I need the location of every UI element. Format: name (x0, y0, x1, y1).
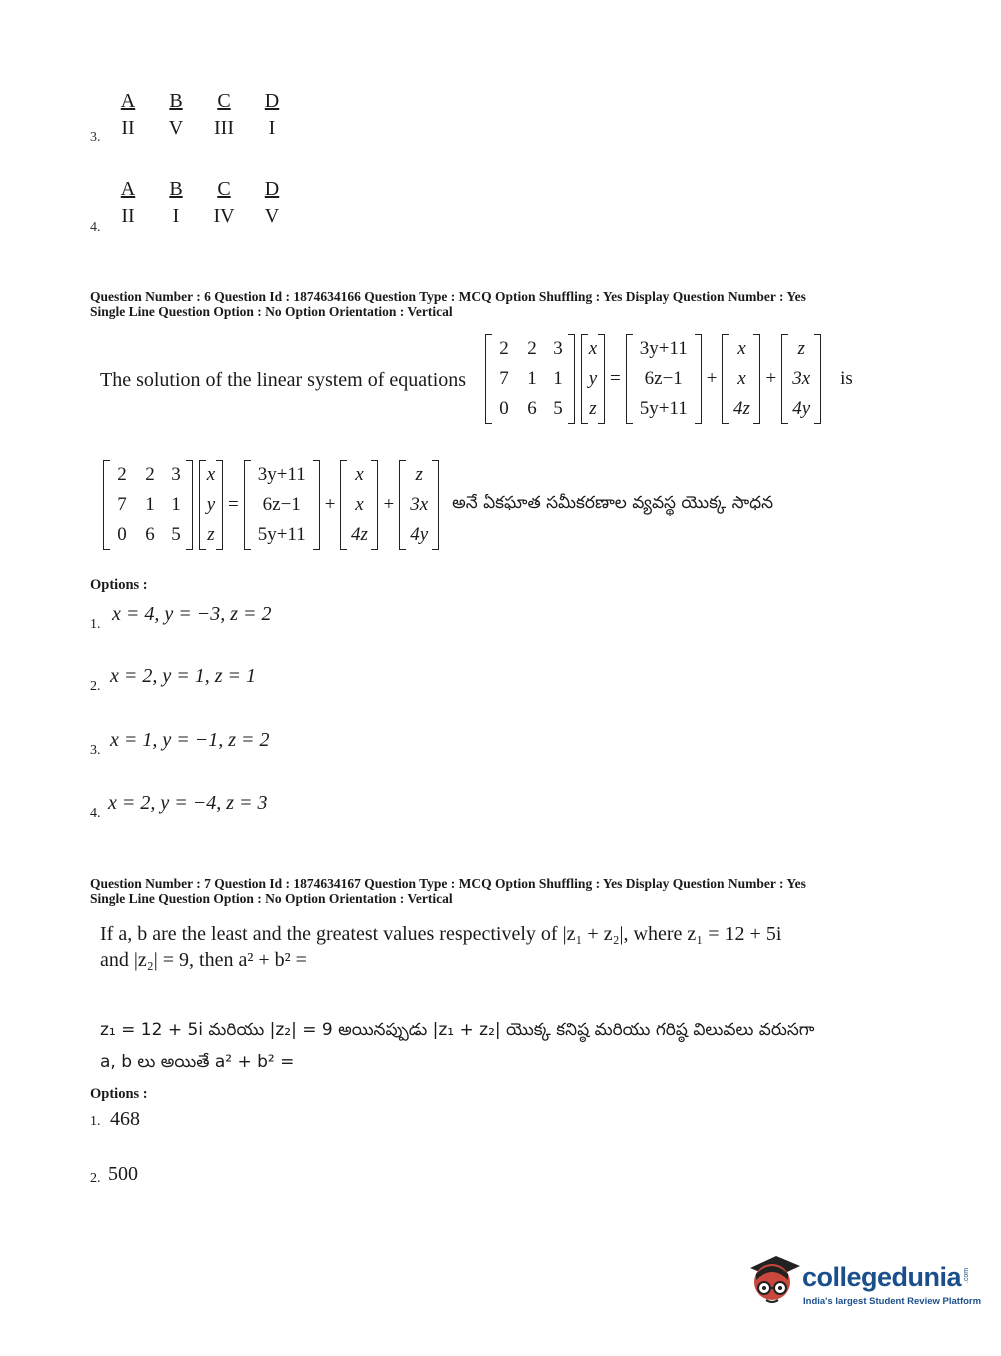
matrix-cell: 5y+11 (257, 524, 306, 545)
match-table (104, 178, 296, 228)
matrix-cell: 0 (117, 524, 127, 545)
match-value: II (121, 205, 135, 227)
q7-text-en-line2: and |z₂| = 9, then a² + b² = (100, 949, 307, 971)
matrix-cell: 4y (792, 398, 811, 419)
q7-text-te-line2: a, b లు అయితే a² + b² = (100, 1052, 295, 1072)
option-text: 468 (110, 1108, 140, 1130)
match-header: C (217, 178, 231, 200)
matrix-cell: 2 (527, 338, 537, 359)
matrix-cell: 2 (499, 338, 509, 359)
option-number: 1. (90, 1114, 101, 1129)
vector-x (578, 334, 608, 424)
matrix-cell: x (355, 464, 364, 485)
matrix-cell: 3 (171, 464, 181, 485)
match-header: C (217, 90, 231, 112)
option-text: x = 2, y = −4, z = 3 (108, 792, 268, 814)
matrix-cell: 1 (527, 368, 537, 389)
matrix-cell: 5 (553, 398, 563, 419)
option-number: 3. (90, 743, 101, 758)
matrix-a (100, 460, 196, 550)
matrix-cell: 1 (145, 494, 155, 515)
q7-text-te-line1: z₁ = 12 + 5i మరియు |z₂| = 9 అయినప్పుడు |z₁ + z₂| యొక్క కనిష్ఠ మరియు గరిష్ఠ విలువలు వరుసగా (100, 1020, 815, 1040)
option-number: 3. (90, 130, 101, 145)
rhs-vector-2 (719, 334, 763, 424)
match-value: V (168, 117, 184, 139)
matrix-cell: 0 (499, 398, 509, 419)
matrix-cell: 4z (350, 524, 368, 545)
q7-text-te (100, 1014, 814, 1078)
matrix-cell: 5 (171, 524, 181, 545)
matrix-cell: 3y+11 (257, 464, 306, 485)
matrix-a (482, 334, 578, 424)
q6-options-label: Options : (90, 577, 148, 593)
match-header: A (120, 178, 136, 200)
q6-meta (90, 289, 806, 319)
matrix-cell: x (737, 338, 746, 359)
q7-text-en-line1: If a, b are the least and the greatest values respectively of |z₁ + z₂|, where z₁ = 12 + 5i (100, 923, 782, 945)
q7-meta-line2: Single Line Question Option : No Option Orientation : Vertical (90, 891, 453, 906)
matrix-cell: z (797, 338, 805, 359)
q7-text-en (100, 921, 781, 973)
matrix-cell: 3x (792, 368, 811, 389)
matrix-cell: 3y+11 (639, 338, 688, 359)
option-number: 4. (90, 220, 101, 235)
matrix-cell: z (207, 524, 215, 545)
collegedunia-logo (742, 1250, 982, 1320)
match-table (104, 90, 296, 140)
matrix-cell: 7 (117, 494, 127, 515)
matrix-cell: x (206, 464, 216, 485)
brand-tagline: India's largest Student Review Platform (803, 1296, 982, 1307)
match-header: B (169, 90, 183, 112)
plus-sign: + (706, 368, 718, 389)
matrix-cell: 5y+11 (639, 398, 688, 419)
rhs-vector-1 (241, 460, 323, 550)
matrix-cell: x (737, 368, 746, 389)
plus-sign: + (765, 368, 777, 389)
mascot-icon (742, 1250, 802, 1312)
plus-sign: + (383, 494, 395, 515)
vector-x (196, 460, 226, 550)
matrix-cell: 3x (410, 494, 429, 515)
rhs-vector-3 (396, 460, 442, 550)
matrix-cell: 6z−1 (644, 368, 683, 389)
option-text: 500 (108, 1163, 138, 1185)
q7-options-label: Options : (90, 1086, 148, 1102)
option-number: 2. (90, 1171, 101, 1186)
match-value: I (172, 205, 180, 227)
brand-name: collegedunia (802, 1262, 962, 1292)
option-number: 1. (90, 617, 101, 632)
matrix-cell: z (415, 464, 423, 485)
plus-sign: + (324, 494, 336, 515)
matrix-cell: 6z−1 (262, 494, 301, 515)
matrix-cell: 6 (145, 524, 155, 545)
match-value: IV (213, 205, 235, 227)
match-value: II (121, 117, 135, 139)
matrix-cell: x (588, 338, 598, 359)
match-value: I (268, 117, 276, 139)
match-header: D (264, 178, 280, 200)
q7-meta-line1: Question Number : 7 Question Id : 1874634167 Question Type : MCQ Option Shuffling : Yes Display Question Number : Yes (90, 876, 806, 891)
matrix-cell: 1 (553, 368, 563, 389)
match-header: D (264, 90, 280, 112)
matrix-cell: 6 (527, 398, 537, 419)
option-text: x = 2, y = 1, z = 1 (110, 665, 257, 687)
matrix-cell: 3 (553, 338, 563, 359)
match-value: V (264, 205, 280, 227)
q6-matrix-equation-te (100, 460, 773, 550)
option-number: 4. (90, 806, 101, 821)
match-value: III (214, 117, 234, 139)
matrix-cell: 2 (117, 464, 127, 485)
matrix-cell: y (206, 494, 216, 515)
matrix-cell: 1 (171, 494, 181, 515)
brand-com: .com (963, 1267, 971, 1284)
rhs-vector-3 (778, 334, 824, 424)
option-text: x = 4, y = −3, z = 2 (112, 603, 272, 625)
q6-matrix-equation-en (482, 334, 855, 424)
q6-text-en-suffix: is (840, 368, 853, 389)
option-number: 2. (90, 679, 101, 694)
q6-text-en: The solution of the linear system of equations (100, 369, 467, 391)
q6-meta-line1: Question Number : 6 Question Id : 1874634166 Question Type : MCQ Option Shuffling : Yes Display Question Number : Yes (90, 289, 806, 304)
matrix-cell: 2 (145, 464, 155, 485)
matrix-cell: z (589, 398, 597, 419)
matrix-cell: 7 (499, 368, 509, 389)
match-header: A (120, 90, 136, 112)
q6-text-te: అనే ఏకఘాత సమీకరణాల వ్యవస్థ యొక్క సాధన (452, 493, 774, 513)
match-header: B (169, 178, 183, 200)
rhs-vector-1 (623, 334, 705, 424)
q6-meta-line2: Single Line Question Option : No Option Orientation : Vertical (90, 304, 453, 319)
matrix-cell: 4y (410, 524, 429, 545)
equals-sign: = (610, 368, 621, 389)
matrix-cell: x (355, 494, 364, 515)
equals-sign: = (228, 494, 239, 515)
q7-meta (90, 876, 806, 906)
matrix-cell: 4z (732, 398, 750, 419)
rhs-vector-2 (337, 460, 381, 550)
option-text: x = 1, y = −1, z = 2 (110, 729, 270, 751)
matrix-cell: y (588, 368, 598, 389)
